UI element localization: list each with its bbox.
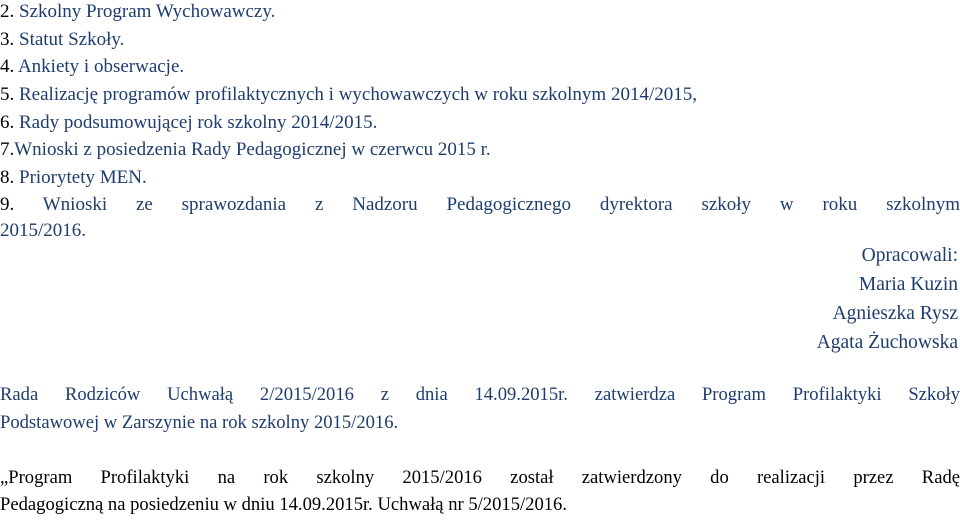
- list-item-text: Realizację programów profilaktycznych i wychowawczych w roku szkolnym 2014/2015,: [14, 84, 697, 105]
- list-item-continuation: [0, 221, 86, 240]
- list-item-number: 8.: [0, 167, 15, 188]
- list-item-number: 4.: [0, 56, 15, 77]
- list-item: [0, 195, 960, 214]
- list-item-number: 3.: [0, 29, 15, 50]
- list-item-number: 5.: [0, 84, 15, 105]
- list-item-number: 9.: [0, 194, 15, 215]
- list-item: [0, 113, 377, 132]
- list-item-text: Priorytety MEN.: [14, 167, 147, 188]
- list-item-text: Wnioski z posiedzenia Rady Pedagogicznej w czerwcu 2015 r.: [14, 139, 491, 160]
- list-item: [0, 168, 147, 187]
- approval-line: „Program Profilaktyki na rok szkolny 2015/2016 został zatwierdzony do realizacji przez Radę: [0, 467, 960, 488]
- list-item-number: 6.: [0, 112, 15, 133]
- list-item-continuation-text: 2015/2016.: [0, 220, 87, 241]
- resolution-line: Podstawowej w Zarszynie na rok szkolny 2015/2016.: [0, 412, 399, 433]
- list-item-text: Wnioski ze sprawozdania z Nadzoru Pedagogicznego dyrektora szkoły w roku szkolnym: [14, 194, 960, 215]
- list-item-number: 2.: [0, 1, 15, 22]
- list-item: [0, 30, 124, 49]
- list-item-text: Statut Szkoły.: [14, 29, 125, 50]
- signature-name: Agata Żuchowska: [816, 332, 958, 353]
- resolution-line: Rada Rodziców Uchwałą 2/2015/2016 z dnia 14.09.2015r. zatwierdza Program Profilaktyki Szkoły: [0, 384, 960, 405]
- list-item-text: Szkolny Program Wychowawczy.: [14, 1, 276, 22]
- list-item: [0, 2, 275, 21]
- list-item: [0, 85, 697, 104]
- list-item: [0, 57, 184, 76]
- list-item-number: 7.: [0, 139, 15, 160]
- signature-name: Maria Kuzin: [858, 274, 958, 295]
- list-item-text: Rady podsumowującej rok szkolny 2014/2015.: [14, 112, 378, 133]
- list-item: [0, 140, 491, 159]
- signature-name: Agnieszka Rysz: [832, 303, 958, 324]
- approval-line: Pedagogiczną na posiedzeniu w dniu 14.09.2015r. Uchwałą nr 5/2015/2016.: [0, 494, 567, 515]
- list-item-text: Ankiety i obserwacje.: [14, 56, 185, 77]
- signature-heading: Opracowali:: [861, 245, 958, 266]
